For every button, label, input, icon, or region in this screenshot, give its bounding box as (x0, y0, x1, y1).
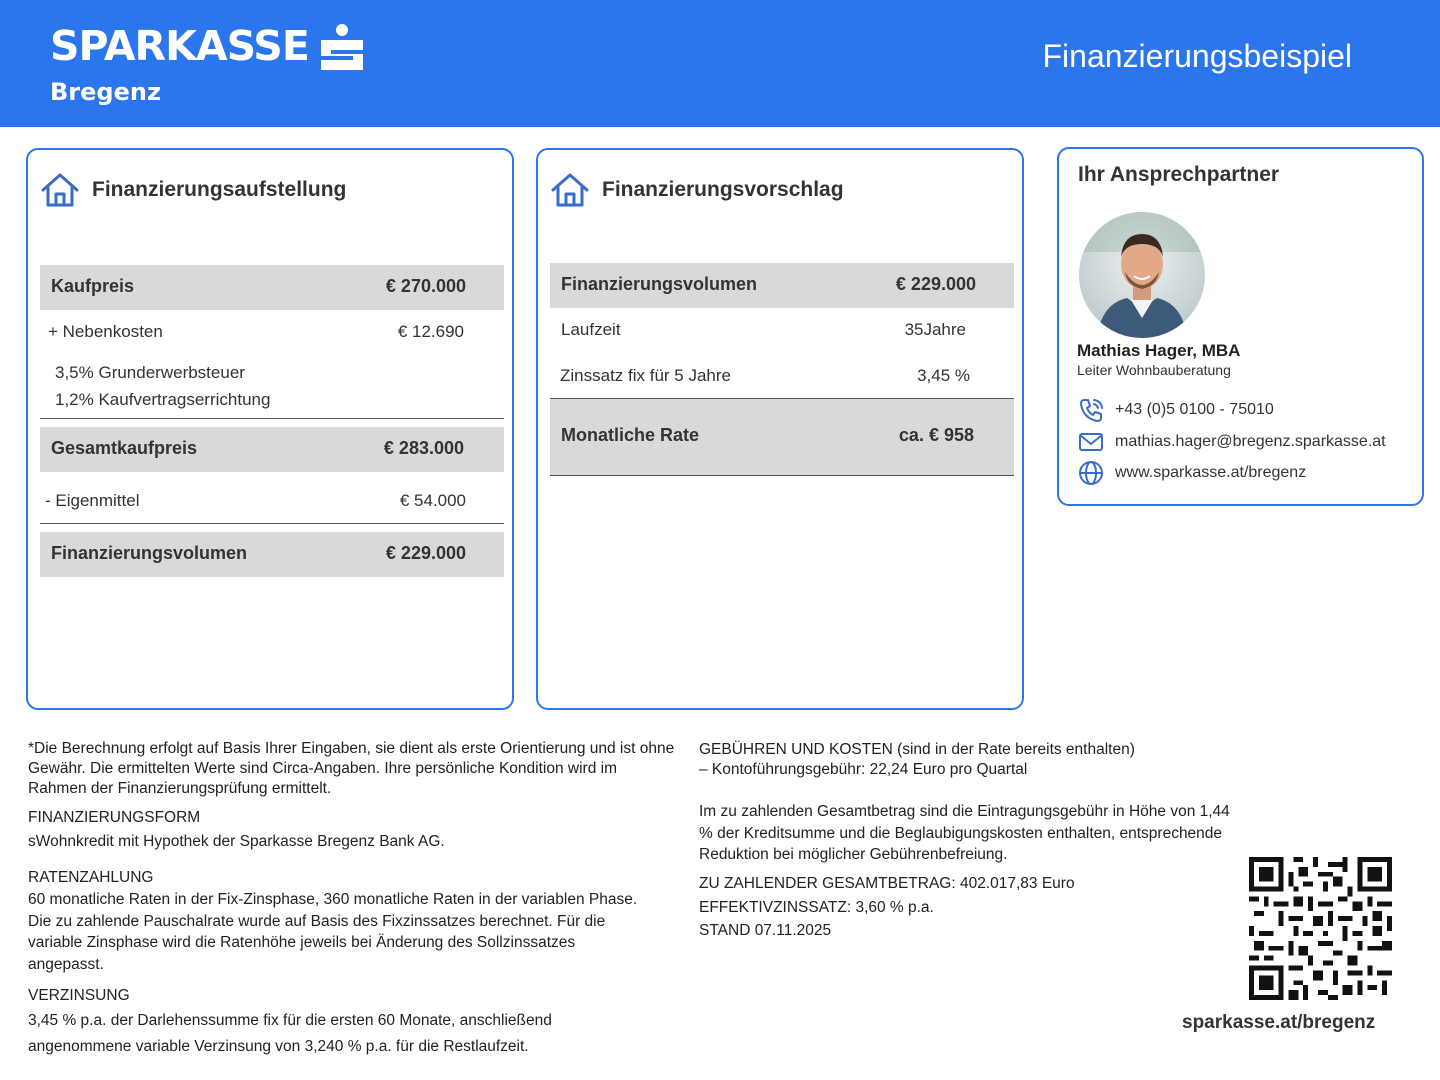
row-label: Laufzeit (561, 320, 621, 339)
house-icon (40, 172, 80, 208)
logo-subtitle: Bregenz (50, 78, 161, 106)
row-label: Finanzierungsvolumen (561, 274, 758, 294)
contact-email[interactable] (1077, 428, 1386, 456)
contact-phone[interactable] (1077, 396, 1274, 424)
sparkasse-logo[interactable] (50, 22, 367, 106)
date-stamp: STAND 07.11.2025 (699, 922, 832, 939)
row-label: Gesamtkaufpreis (51, 438, 198, 458)
row-label: Zinssatz fix für 5 Jahre (560, 366, 732, 385)
contact-web[interactable] (1077, 459, 1306, 487)
row-value: € 270.000 (385, 276, 466, 296)
row-value: 3,45 % (917, 366, 970, 385)
row-label: - Eigenmittel (45, 491, 140, 510)
detail-text: 3,5% Grunderwerbsteuer (55, 363, 245, 382)
card-header (550, 172, 844, 208)
qr-url-label[interactable]: sparkasse.at/bregenz (1182, 1012, 1376, 1033)
effective-rate: EFFEKTIVZINSSATZ: 3,60 % p.a. (699, 899, 934, 916)
page-title: Finanzierungsbeispiel (1042, 38, 1352, 74)
divider (550, 475, 1014, 476)
registration-fee-text: Im zu zahlenden Gesamtbetrag sind die Eintragungsgebühr in Höhe von 1,44 % der Kreditsumme und die Beglaubigungskosten enthalten, entsprechende Reduktion bei möglicher Gebührenbefreiung. (699, 803, 1230, 863)
row-value: ca. € 958 (898, 425, 974, 445)
contact-title: Ihr Ansprechpartner (1078, 163, 1280, 186)
row-value: € 229.000 (385, 543, 466, 563)
card-header (40, 172, 346, 208)
contact-role: Leiter Wohnbauberatung (1077, 362, 1231, 378)
qr-code-icon[interactable] (1249, 857, 1392, 1000)
email-address: mathias.hager@bregenz.sparkasse.at (1115, 433, 1386, 450)
row-label: Finanzierungsvolumen (51, 543, 248, 563)
logo-wordmark: SPARKASSE (50, 22, 309, 70)
interest-text-line: 3,45 % p.a. der Darlehenssumme fix für die ersten 60 Monate, anschließend (28, 1012, 552, 1029)
contact-name: Mathias Hager, MBA (1077, 341, 1241, 360)
financing-volume-row (40, 532, 504, 577)
row-value: € 54.000 (399, 491, 466, 510)
website-url: www.sparkasse.at/bregenz (1115, 464, 1307, 481)
phone-number: +43 (0)5 0100 - 75010 (1115, 401, 1274, 418)
equity-row (40, 491, 504, 513)
divider (40, 523, 504, 524)
additional-costs-row (40, 322, 504, 344)
contact-card (1057, 147, 1424, 506)
house-icon (550, 172, 590, 208)
interest-text-line: angenommene variable Verzinsung von 3,240 % p.a. für die Restlaufzeit. (28, 1038, 529, 1055)
interest-rate-row (550, 366, 1014, 388)
installment-text: 60 monatliche Raten in der Fix-Zinsphase, 360 monatliche Raten in der variablen Phase. Die zu zahlende Pauschalrate wurde auf Basis des Fixzinssatzes berechnet. Für die variable Zinsphase wird die Ratenhöhe jeweils bei Änderung des Sollzinssatzes angepasst. (28, 891, 638, 973)
phone-icon (1077, 396, 1105, 424)
page-header (0, 0, 1440, 127)
row-value: € 12.690 (397, 322, 464, 341)
fees-heading: GEBÜHREN UND KOSTEN (sind in der Rate bereits enthalten) (699, 741, 1135, 758)
disclaimer-text: *Die Berechnung erfolgt auf Basis Ihrer Eingaben, sie dient als erste Orientierung und ist ohne Gewähr. Die ermittelten Werte sind Circa-Angaben. Ihre persönliche Kondition wird im Rahmen der Finanzierungsprüfung ermittelt. (28, 740, 675, 797)
financing-form-heading: FINANZIERUNGSFORM (28, 809, 201, 826)
avatar (1079, 212, 1205, 338)
term-row (550, 320, 1014, 342)
total-price-row (40, 427, 504, 472)
row-value: 35Jahre (904, 320, 966, 339)
fees-line: – Kontoführungsgebühr: 22,24 Euro pro Quartal (699, 761, 1028, 778)
row-label: + Nebenkosten (48, 322, 163, 341)
row-label: Kaufpreis (51, 276, 135, 296)
installment-heading: RATENZAHLUNG (28, 869, 154, 886)
financing-volume-row (550, 263, 1014, 308)
row-label: Monatliche Rate (561, 425, 700, 445)
card-title: Finanzierungsvorschlag (602, 178, 844, 201)
detail-row (40, 390, 504, 412)
row-value: € 229.000 (895, 274, 976, 294)
card-title: Finanzierungsaufstellung (92, 178, 347, 201)
mail-icon (1077, 428, 1105, 456)
total-amount: ZU ZAHLENDER GESAMTBETRAG: 402.017,83 Euro (699, 875, 1075, 892)
detail-text: 1,2% Kaufvertragserrichtung (55, 390, 271, 409)
sparkasse-s-icon (317, 24, 367, 74)
row-value: € 283.000 (383, 438, 464, 458)
purchase-price-row (40, 265, 504, 310)
divider (40, 418, 504, 419)
financing-proposal-card (536, 148, 1024, 710)
globe-icon (1077, 459, 1105, 487)
monthly-rate-row (550, 399, 1014, 475)
financing-breakdown-card (26, 148, 514, 710)
detail-row (40, 363, 504, 385)
financing-form-text: sWohnkredit mit Hypothek der Sparkasse Bregenz Bank AG. (28, 833, 445, 850)
interest-heading: VERZINSUNG (28, 987, 130, 1004)
